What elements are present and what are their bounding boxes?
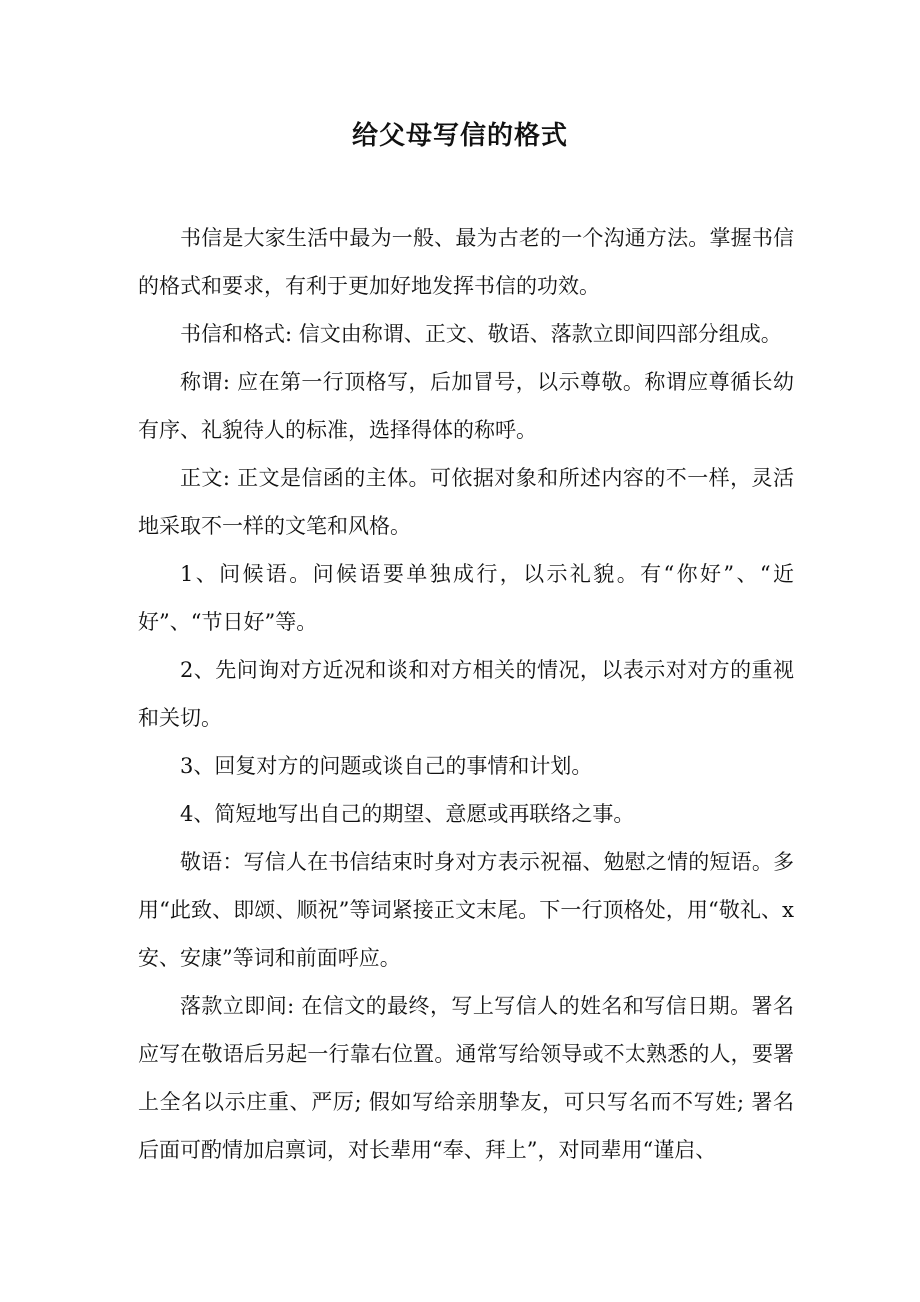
paragraph-item-3: 3、回复对方的问题或谈自己的事情和计划。 <box>180 754 593 778</box>
document-body <box>138 214 794 1174</box>
paragraph-closing: 敬语：写信人在书信结束时身对方表示祝福、勉慰之情的短语。多用“此致、即颂、顺祝”等词紧接正文末尾。下一行顶格处，用“敬礼、x安、安康”等词和前面呼应。 <box>138 850 794 970</box>
paragraph-format: 书信和格式: 信文由称谓、正文、敬语、落款立即间四部分组成。 <box>180 322 782 346</box>
paragraph-signature: 落款立即间: 在信文的最终，写上写信人的姓名和写信日期。署名应写在敬语后另起一行靠右位置。通常写给领导或不太熟悉的人，要署上全名以示庄重、严厉; 假如写给亲朋挚友，可只写名而不写姓; 署名后面可酌情加启禀词，对长辈用“奉、拜上”，对同辈用“谨启、 <box>138 994 794 1162</box>
paragraph-intro: 书信是大家生活中最为一般、最为古老的一个沟通方法。掌握书信的格式和要求，有利于更加好地发挥书信的功效。 <box>138 226 794 298</box>
paragraph-main-text: 正文: 正文是信函的主体。可依据对象和所述内容的不一样，灵活地采取不一样的文笔和风格。 <box>138 466 794 538</box>
page-title: 给父母写信的格式 <box>351 121 568 151</box>
paragraph-item-2: 2、先问询对方近况和谈和对方相关的情况，以表示对对方的重视和关切。 <box>138 658 794 730</box>
paragraph-item-4: 4、简短地写出自己的期望、意愿或再联络之事。 <box>180 802 635 826</box>
paragraph-item-1: 1、问候语。问候语要单独成行，以示礼貌。有“你好”、“近好”、“节日好”等。 <box>138 562 794 634</box>
paragraph-salutation: 称谓: 应在第一行顶格写，后加冒号，以示尊敬。称谓应尊循长幼有序、礼貌待人的标准，选择得体的称呼。 <box>138 370 794 442</box>
